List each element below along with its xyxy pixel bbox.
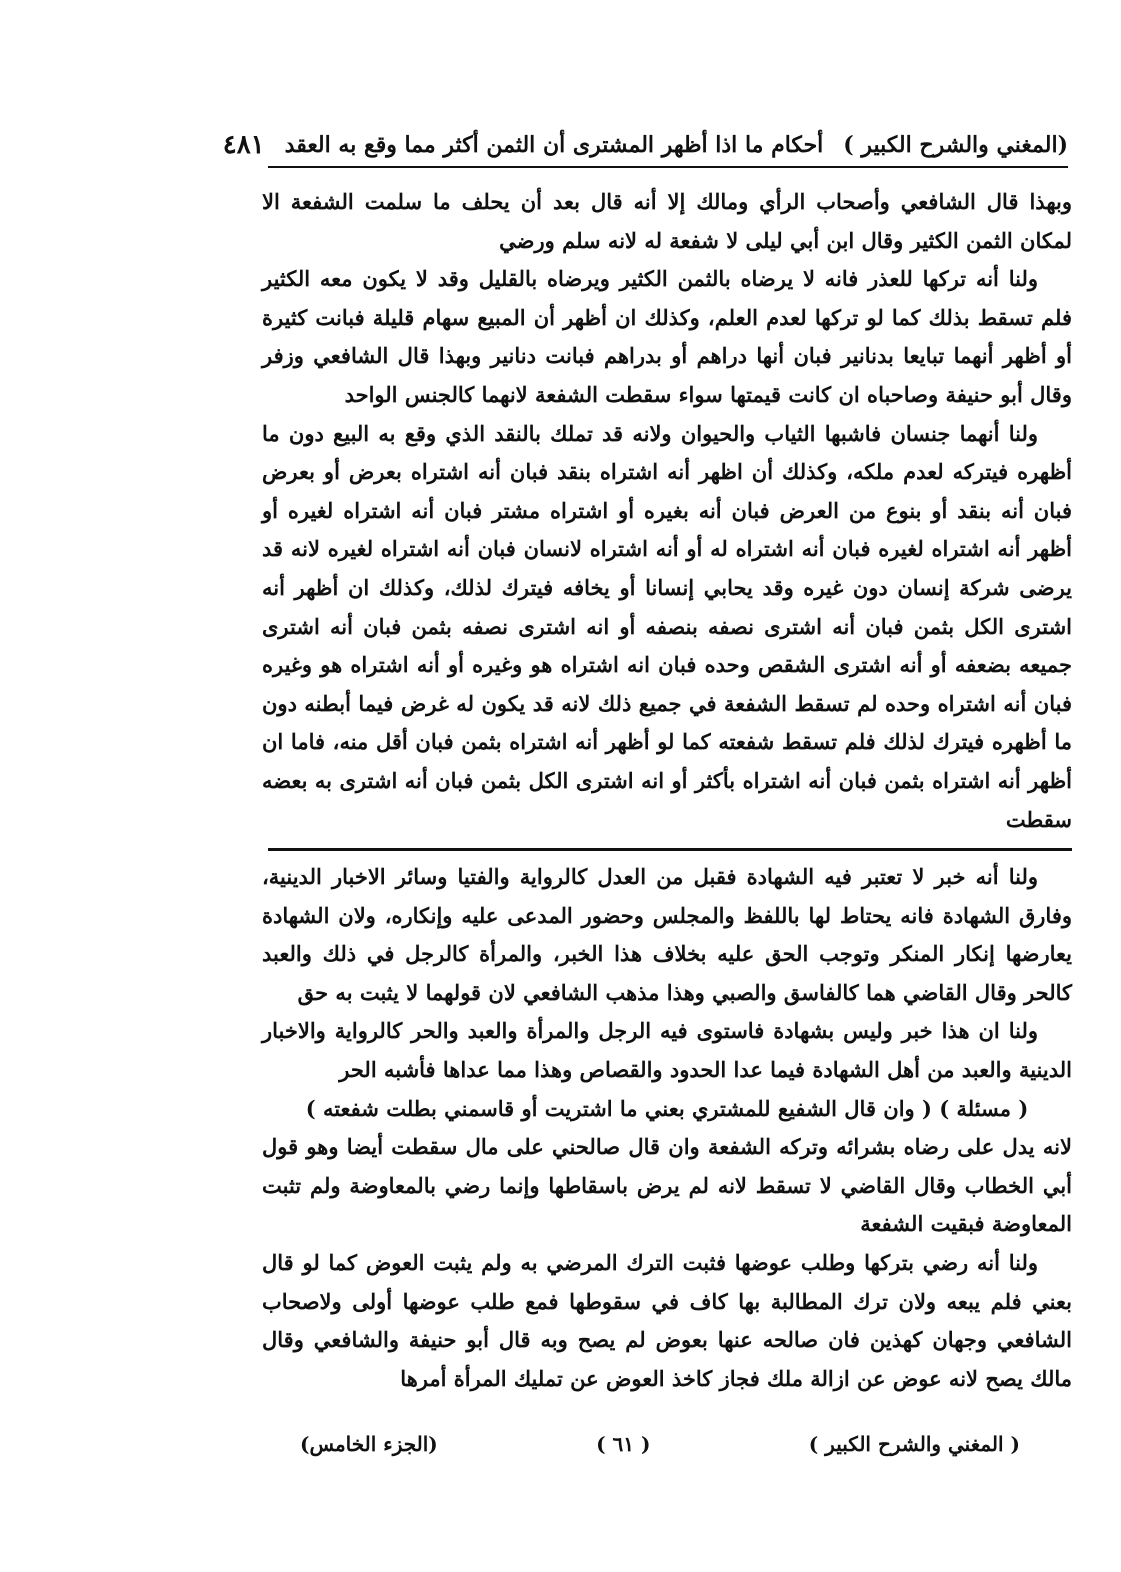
bottom-paragraph-2: ولنا ان هذا خبر وليس بشهادة فاستوى فيه الرجل والمرأة والعبد والحر كالرواية والاخبار الدينية والعبد من أهل الشهادة فيما عدا الحدود والقصاص وهذا مما عداها فأشبه الحر <box>262 1018 1072 1082</box>
top-paragraph-2: ولنا أنه تركها للعذر فانه لا يرضاه بالثمن الكثير ويرضاه بالقليل وقد لا يكون معه الكثير فلم تسقط بذلك كما لو تركها لعدم العلم، وكذلك ان أظهر أن المبيع سهام قليلة فبانت كثيرة أو أظهر أنهما تبايعا بدنانير فبان أنها دراهم أو بدراهم فبانت دنانير وبهذا قال الشافعي وزفر وقال أبو حنيفة وصاحباه ان كانت قيمتها سواء سقطت الشفعة لانهما كالجنس الواحد <box>262 266 1072 407</box>
bottom-paragraph-3: لانه يدل على رضاه بشرائه وتركه الشفعة وان قال صالحني على مال سقطت أيضا وهو قول أبي الخطاب وقال القاضي لا تسقط لانه لم يرض باسقاطها وإنما رضي بالمعاوضة ولم تثبت المعاوضة فبقيت الشفعة <box>262 1134 1072 1237</box>
bottom-section <box>262 858 1072 1398</box>
header-section-title: أحكام ما اذا أظهر المشترى أن الثمن أكثر مما وقع به العقد <box>284 132 824 158</box>
header-rule <box>268 166 1068 168</box>
section-divider <box>268 848 1072 851</box>
page-footer <box>300 1424 1020 1464</box>
header-page-number: ٤٨١ <box>222 130 265 160</box>
top-paragraph-3: ولنا أنهما جنسان فاشبها الثياب والحيوان ولانه قد تملك بالنقد الذي وقع به البيع دون ما أظهره فيتركه لعدم ملكه، وكذلك أن اظهر أنه اشتراه بنقد فبان أنه اشتراه بعرض أو بعرض فبان أنه بنقد أو بنوع من العرض فبان أنه بغيره أو اشتراه مشتر فبان أنه اشتراه لغيره أو أظهر أنه اشتراه لغيره فبان أنه اشتراه له أو أنه اشتراه لانسان فبان أنه اشتراه لغيره لانه قد يرضى شركة إنسان دون غيره وقد يحابي إنسانا أو يخافه فيترك لذلك، وكذلك ان أظهر أنه اشترى الكل بثمن فبان أنه اشترى نصفه بنصفه أو انه اشترى نصفه بثمن فبان أنه اشترى جميعه بضعفه أو أنه اشترى الشقص وحده فبان انه اشتراه هو وغيره أو أنه اشتراه هو وغيره فبان أنه اشتراه وحده لم تسقط الشفعة في جميع ذلك لانه قد يكون له غرض فيما أبطنه دون ما أظهره فيترك لذلك فلم تسقط شفعته كما لو أظهر أنه اشتراه بثمن فبان أقل منه، فاما ان أظهر أنه اشتراه بثمن فبان أنه اشتراه بأكثر أو انه اشترى الكل بثمن فبان أنه اشترى به بعضه سقطت <box>262 420 1072 832</box>
header-book-title: (المغني والشرح الكبير ) <box>843 132 1068 158</box>
footer-volume: (الجزء الخامس) <box>300 1432 438 1456</box>
running-header <box>222 124 1068 166</box>
footer-book-title: ( المغني والشرح الكبير ) <box>808 1432 1020 1456</box>
footer-sheet-number: ( ٦١ ) <box>596 1432 651 1456</box>
bottom-paragraph-1: ولنا أنه خبر لا تعتبر فيه الشهادة فقبل من العدل كالرواية والفتيا وسائر الاخبار الدينية، وفارق الشهادة فانه يحتاط لها باللفظ والمجلس وحضور المدعى عليه وإنكاره، ولان الشهادة يعارضها إنكار المنكر وتوجب الحق عليه بخلاف هذا الخبر، والمرأة كالرجل في ذلك والعبد كالحر وقال القاضي هما كالفاسق والصبي وهذا مذهب الشافعي لان قولهما لا يثبت به حق <box>262 864 1072 1005</box>
top-paragraph-1: وبهذا قال الشافعي وأصحاب الرأي ومالك إلا أنه قال بعد أن يحلف ما سلمت الشفعة الا لمكان الثمن الكثير وقال ابن أبي ليلى لا شفعة له لانه سلم ورضي <box>262 189 1072 253</box>
bottom-paragraph-4: ولنا أنه رضي بتركها وطلب عوضها فثبت الترك المرضي به ولم يثبت العوض كما لو قال بعني فلم يبعه ولان ترك المطالبة بها كاف في سقوطها فمع طلب عوضها أولى ولاصحاب الشافعي وجهان كهذين فان صالحه عنها بعوض لم يصح وبه قال أبو حنيفة والشافعي وقال مالك يصح لانه عوض عن ازالة ملك فجاز كاخذ العوض عن تمليك المرأة أمرها <box>262 1249 1072 1391</box>
masala-heading: ( مسئلة ) ( وان قال الشفيع للمشتري بعني ما اشتريت أو قاسمني بطلت شفعته ) <box>305 1095 1029 1121</box>
top-section <box>262 183 1072 839</box>
